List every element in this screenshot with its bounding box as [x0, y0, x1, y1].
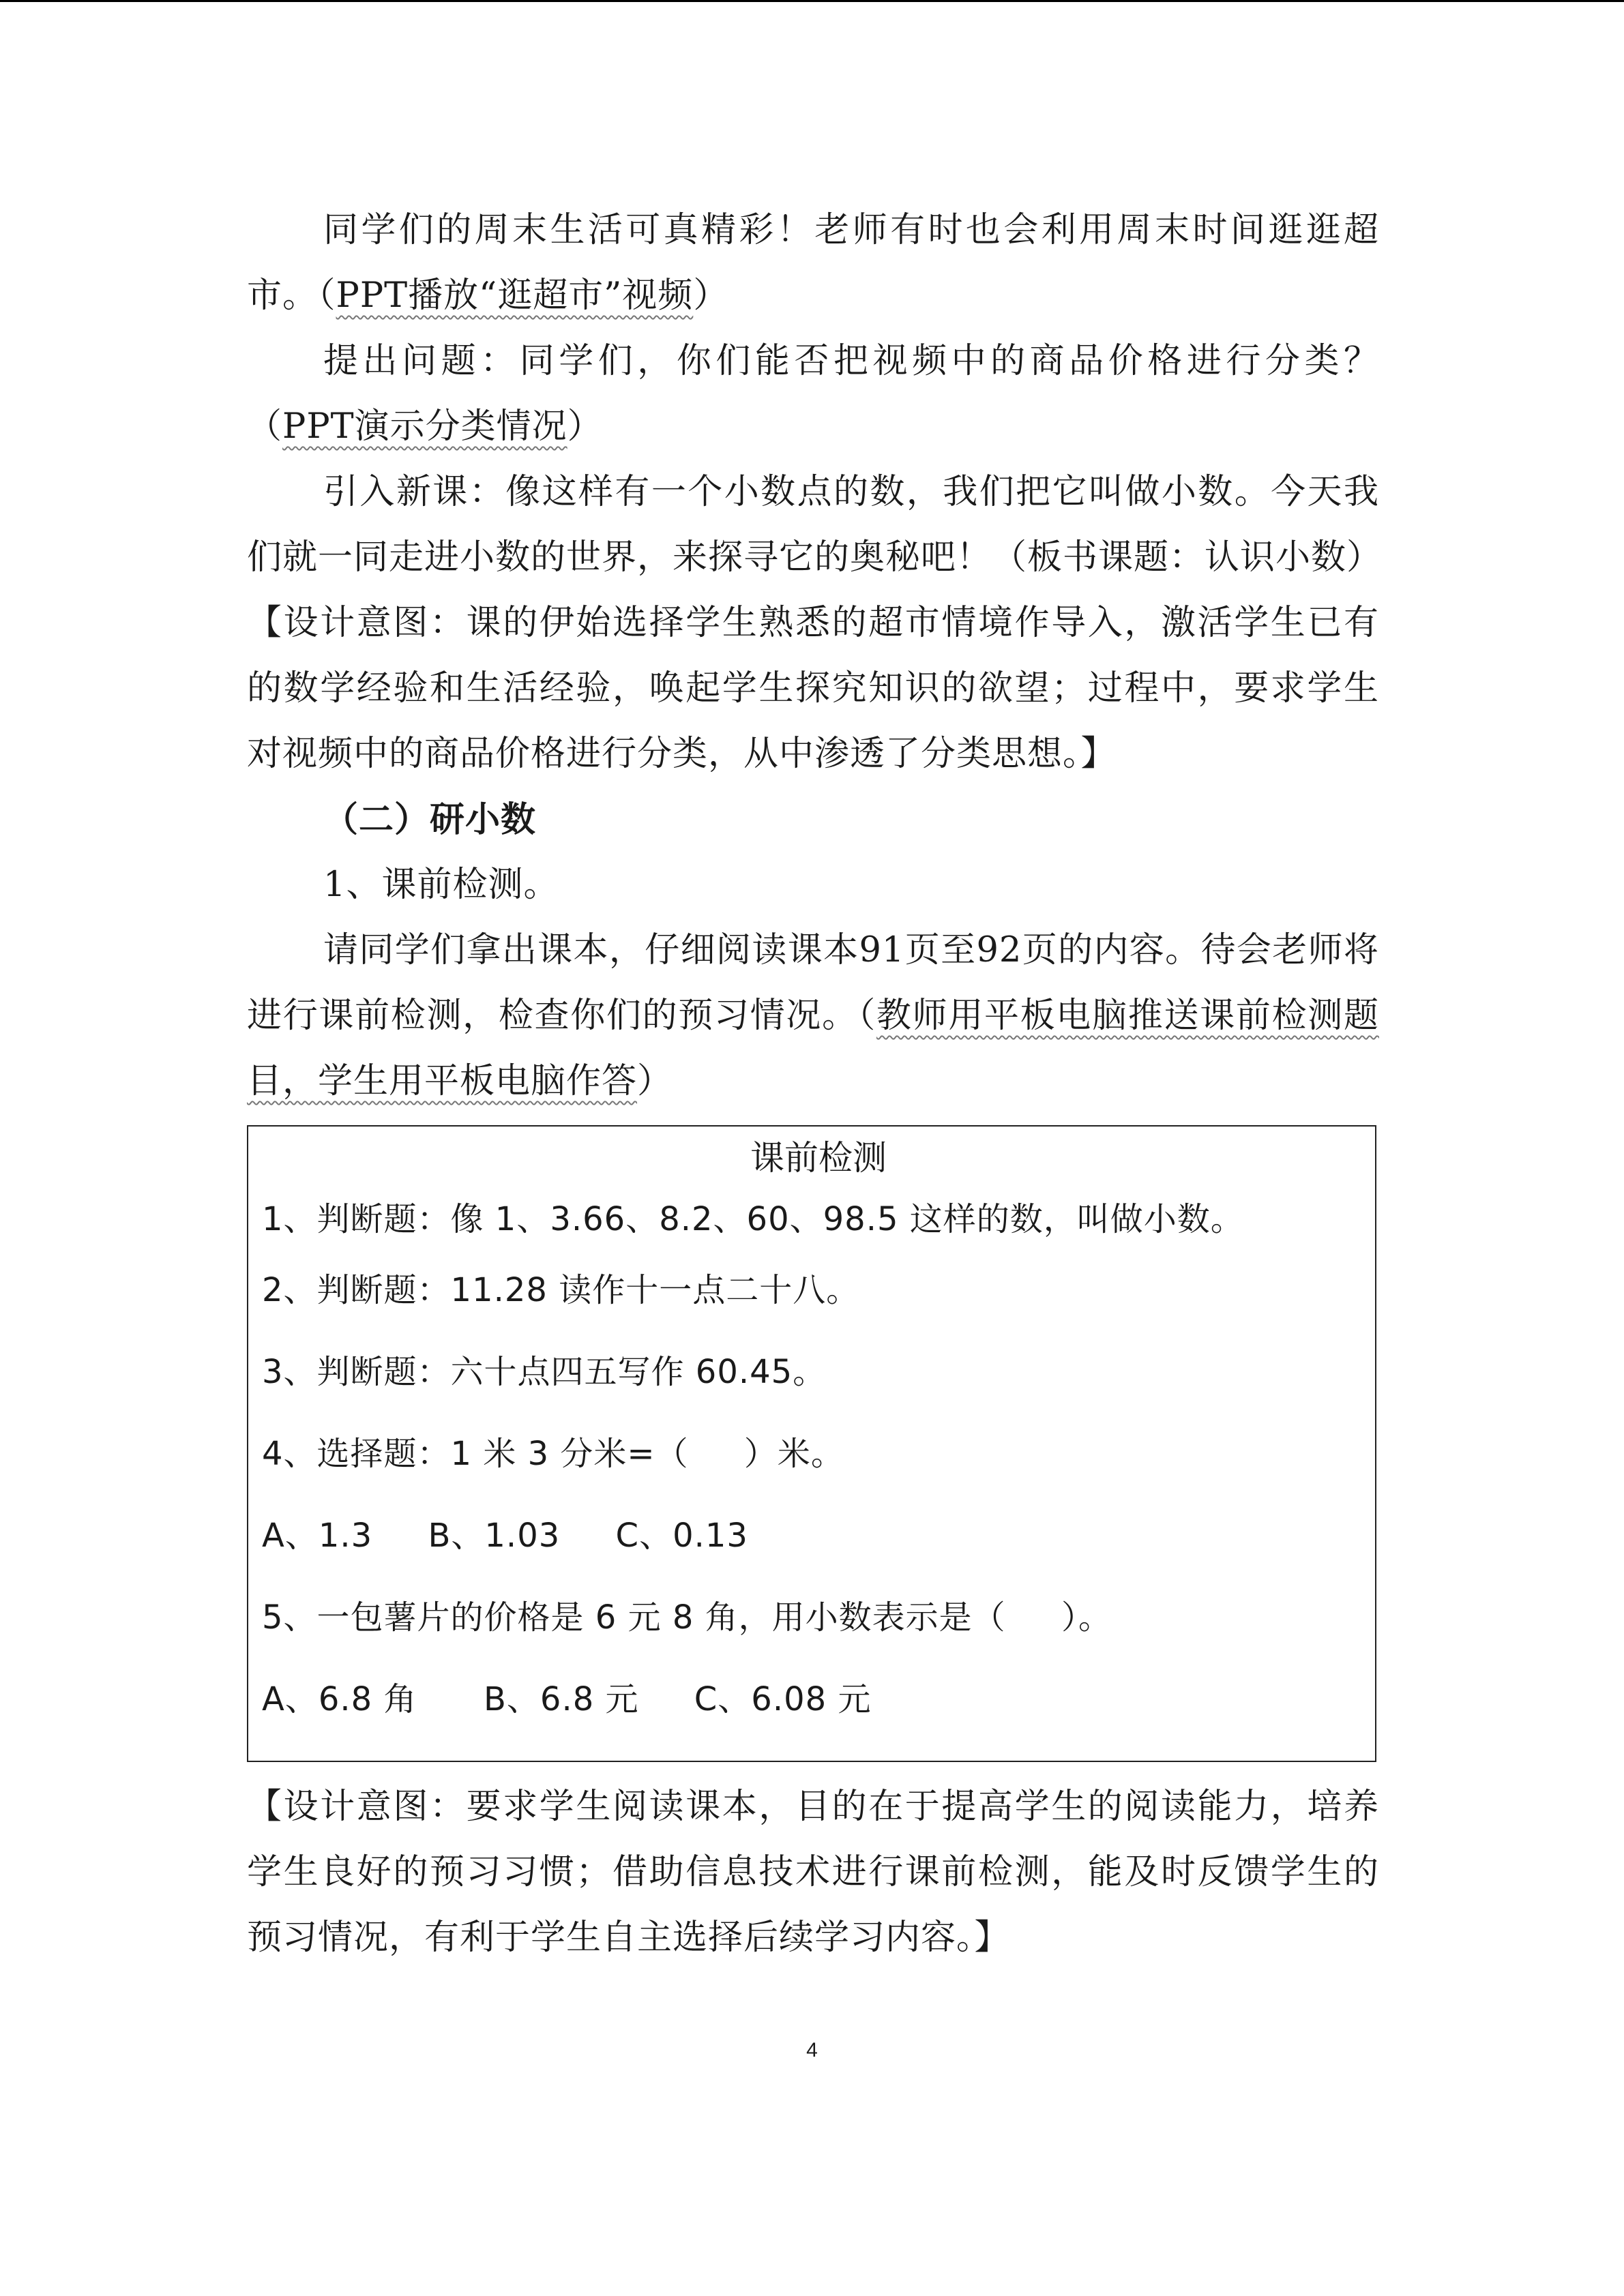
paragraph-reading — [247, 918, 1379, 1114]
quiz-question-2: 2、判断题：11.28 读作十一点二十八。 — [262, 1271, 860, 1309]
paragraph-intro — [247, 198, 1379, 329]
quiz-question-3: 3、判断题：六十点四五写作 60.45。 — [262, 1353, 827, 1391]
quiz-question-5: 5、一包薯片的价格是 6 元 8 角，用小数表示是（ ）。 — [262, 1598, 1112, 1637]
quiz-options-4: A、1.3 B、1.03 C、0.13 — [262, 1517, 748, 1555]
design-intent-1: 【设计意图：课的伊始选择学生熟悉的超市情境作导入，激活学生已有的数学经验和生活经验，唤起学生探究知识的欲望；过程中，要求学生对视频中的商品价格进行分类，从中渗透了分类思想。】 — [247, 603, 1379, 774]
quiz-options-5: A、6.8 角 B、6.8 元 C、6.08 元 — [262, 1680, 872, 1718]
step-heading: 1、课前检测。 — [323, 865, 559, 905]
paragraph-intro-annotation: PPT播放“逛超市”视频 — [336, 275, 694, 316]
document-page — [247, 198, 1383, 1971]
design-intent-2: 【设计意图：要求学生阅读课本，目的在于提高学生的阅读能力，培养学生良好的预习习惯；借助信息技术进行课前检测，能及时反馈学生的预习情况，有利于学生自主选择后续学习内容。】 — [247, 1787, 1379, 1958]
page-number: 4 — [806, 2039, 818, 2061]
quiz-question-4: 4、选择题：1 米 3 分米=（ ）米。 — [262, 1435, 844, 1473]
paragraph-question-end: ） — [567, 406, 603, 447]
paragraph-new-lesson: 引入新课：像这样有一个小数点的数，我们把它叫做小数。今天我们就一同走进小数的世界，来探寻它的奥秘吧！（板书课题：认识小数） — [247, 472, 1383, 578]
paragraph-intro-end: ） — [693, 275, 729, 316]
section-heading: （二）研小数 — [323, 799, 537, 840]
quiz-title: 课前检测 — [750, 1138, 887, 1178]
quiz-box — [247, 1125, 1376, 1762]
paragraph-question — [247, 329, 1379, 460]
paragraph-intro-text: 同学们的周末生活可真精彩！老师有时也会利用周末时间逛逛超市。（ — [247, 210, 1379, 316]
paragraph-reading-end: ） — [637, 1061, 673, 1101]
paragraph-reading-text: 请同学们拿出课本，仔细阅读课本91页至92页的内容。待会老师将进行课前检测，检查你们的预习情况。（ — [247, 930, 1379, 1036]
paragraph-question-text: 提出问题：同学们，你们能否把视频中的商品价格进行分类？（ — [247, 341, 1379, 447]
paragraph-question-annotation: PPT演示分类情况 — [282, 406, 567, 447]
page-top-border — [0, 0, 1624, 2]
quiz-question-1: 1、判断题：像 1、3.66、8.2、60、98.5 这样的数，叫做小数。 — [262, 1200, 1244, 1238]
paragraph-reading-annotation: 教师用平板电脑推送课前检测题目，学生用平板电脑作答 — [247, 996, 1379, 1101]
